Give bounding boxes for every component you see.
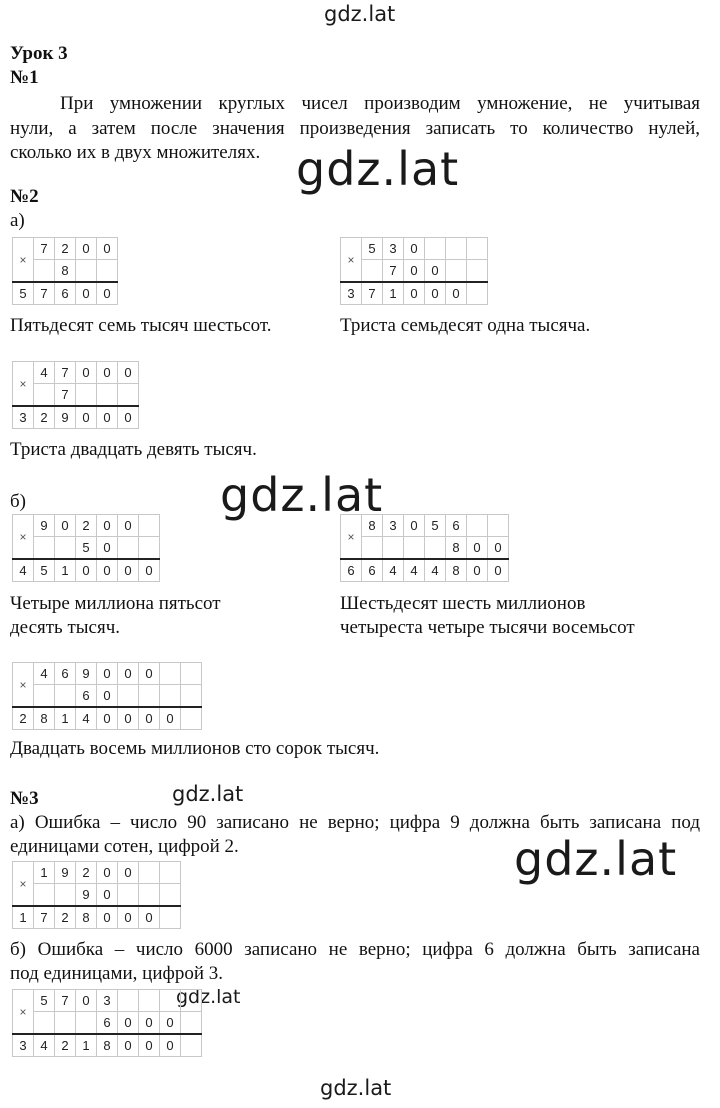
digit-cell: 0 [97,685,118,708]
answer-caption: Триста двадцать девять тысяч. [10,439,257,460]
digit-cell [55,1012,76,1035]
multiply-sign: × [13,862,34,907]
digit-cell [118,384,139,407]
multiply-sign: × [13,362,34,407]
digit-cell: 0 [404,238,425,260]
multiplication-table [12,861,181,929]
digit-cell [76,260,97,283]
digit-cell [488,515,509,537]
digit-cell: 0 [404,260,425,283]
digit-cell: 2 [55,1034,76,1057]
digit-cell: 2 [76,862,97,884]
digit-cell [55,884,76,907]
digit-cell: 7 [55,384,76,407]
multiplication-table [340,514,509,582]
watermark-small: gdz.lat [176,986,241,1008]
digit-cell [118,685,139,708]
task3-heading: №3 [10,788,39,809]
digit-cell: 0 [76,406,97,429]
answer-caption: Шестьдесят шесть миллионов [340,593,586,614]
digit-cell: 1 [34,862,55,884]
digit-cell: 6 [97,1012,118,1035]
digit-cell: 7 [383,260,404,283]
digit-cell [362,537,383,560]
digit-cell: 0 [97,238,118,260]
multiply-sign: × [341,238,362,283]
digit-cell [55,537,76,560]
digit-cell: 7 [34,282,55,305]
digit-cell: 0 [139,1034,160,1057]
digit-cell: 3 [383,515,404,537]
digit-cell [467,515,488,537]
digit-cell: 0 [139,663,160,685]
digit-cell: 0 [160,1012,181,1035]
digit-cell: 6 [55,282,76,305]
digit-cell [34,384,55,407]
digit-cell: 0 [97,537,118,560]
digit-cell: 0 [404,515,425,537]
digit-cell: 4 [34,1034,55,1057]
digit-cell [76,384,97,407]
factor-row [13,362,139,384]
digit-cell: 0 [76,282,97,305]
digit-cell: 0 [467,559,488,582]
digit-cell: 5 [13,282,34,305]
digit-cell: 0 [118,707,139,730]
digit-cell [181,1012,202,1035]
digit-cell [181,990,202,1012]
watermark-large: gdz.lat [296,142,460,196]
digit-cell: 0 [97,406,118,429]
lesson-title: Урок 3 [10,43,68,64]
digit-cell: 0 [55,515,76,537]
digit-cell [139,862,160,884]
product-row [13,282,118,305]
digit-cell: 0 [139,906,160,929]
digit-cell: 5 [34,559,55,582]
digit-cell: 4 [34,362,55,384]
digit-cell [97,260,118,283]
watermark-bottom: gdz.lat [320,1076,392,1100]
digit-cell: 3 [13,406,34,429]
digit-cell: 0 [76,238,97,260]
digit-cell: 9 [76,663,97,685]
digit-cell: 9 [55,862,76,884]
digit-cell: 0 [118,663,139,685]
digit-cell: 0 [139,1012,160,1035]
factor-row [13,515,160,537]
digit-cell: 0 [76,990,97,1012]
digit-cell: 0 [118,1012,139,1035]
digit-cell: 8 [76,906,97,929]
product-row [13,559,160,582]
digit-cell: 0 [76,362,97,384]
digit-cell: 0 [118,862,139,884]
digit-cell: 0 [118,906,139,929]
digit-cell: 1 [13,906,34,929]
product-row [13,1034,202,1057]
digit-cell: 0 [118,515,139,537]
digit-cell: 4 [404,559,425,582]
factor-row [341,260,488,283]
digit-cell [425,537,446,560]
digit-cell: 8 [55,260,76,283]
digit-cell: 3 [13,1034,34,1057]
digit-cell: 0 [425,260,446,283]
part-a-label: а) [10,210,25,231]
digit-cell: 0 [118,406,139,429]
task2-heading: №2 [10,186,39,207]
digit-cell: 0 [118,559,139,582]
digit-cell [118,884,139,907]
answer-caption: Триста семьдесят одна тысяча. [340,315,591,336]
multiplication-table [12,514,160,582]
task3-a-line: а) Ошибка – число 90 записано не верно; цифра 9 должна быть записана под [10,812,700,833]
digit-cell [118,990,139,1012]
digit-cell: 7 [34,238,55,260]
digit-cell: 7 [34,906,55,929]
digit-cell [76,1012,97,1035]
digit-cell: 0 [118,1034,139,1057]
factor-row [13,537,160,560]
answer-caption: десять тысяч. [10,617,121,638]
digit-cell: 0 [425,282,446,305]
digit-cell: 9 [76,884,97,907]
digit-cell: 2 [76,515,97,537]
digit-cell [160,906,181,929]
digit-cell: 3 [383,238,404,260]
digit-cell: 1 [76,1034,97,1057]
digit-cell [139,685,160,708]
watermark-small: gdz.lat [172,782,244,806]
digit-cell: 0 [160,707,181,730]
digit-cell [425,238,446,260]
digit-cell [160,884,181,907]
multiplication-table [12,237,118,305]
digit-cell: 6 [362,559,383,582]
digit-cell: 2 [34,406,55,429]
factor-row [13,1012,202,1035]
digit-cell [139,515,160,537]
multiply-sign: × [341,515,362,560]
digit-cell: 0 [97,884,118,907]
digit-cell: 4 [13,559,34,582]
digit-cell [160,685,181,708]
digit-cell: 8 [362,515,383,537]
digit-cell: 4 [383,559,404,582]
digit-cell: 8 [34,707,55,730]
digit-cell [467,238,488,260]
digit-cell [181,1034,202,1057]
digit-cell [160,990,181,1012]
digit-cell [181,663,202,685]
watermark-large: gdz.lat [514,832,678,886]
multiplication-table [340,237,488,305]
product-row [13,906,181,929]
factor-row [341,537,509,560]
task3-b-line: под единицами, цифрой 3. [10,963,223,984]
digit-cell: 6 [446,515,467,537]
factor-row [13,884,181,907]
watermark-large: gdz.lat [220,468,384,522]
multiplication-table [12,989,202,1057]
digit-cell: 0 [97,707,118,730]
digit-cell [181,685,202,708]
digit-cell [160,862,181,884]
digit-cell: 6 [76,685,97,708]
product-row [341,282,488,305]
digit-cell: 0 [139,707,160,730]
multiply-sign: × [13,990,34,1035]
digit-cell: 0 [97,515,118,537]
multiplication-table [12,662,202,730]
factor-row [341,238,488,260]
digit-cell: 7 [55,362,76,384]
digit-cell [97,384,118,407]
digit-cell: 9 [55,406,76,429]
digit-cell: 0 [160,1034,181,1057]
digit-cell: 1 [55,707,76,730]
digit-cell [34,884,55,907]
digit-cell [139,537,160,560]
multiply-sign: × [13,515,34,560]
part-b-label: б) [10,491,26,512]
digit-cell: 6 [341,559,362,582]
digit-cell: 0 [488,537,509,560]
answer-caption: Четыре миллиона пятьсот [10,593,221,614]
factor-row [13,685,202,708]
digit-cell [467,260,488,283]
digit-cell: 0 [97,362,118,384]
digit-cell [446,260,467,283]
task1-line: нули, а затем после значения произведения записать то количество нулей, [10,118,700,139]
digit-cell: 5 [425,515,446,537]
digit-cell: 1 [55,559,76,582]
watermark-top: gdz.lat [324,2,396,26]
digit-cell: 0 [404,282,425,305]
digit-cell [34,685,55,708]
digit-cell: 2 [55,238,76,260]
digit-cell: 7 [55,990,76,1012]
digit-cell: 8 [446,559,467,582]
digit-cell [139,884,160,907]
digit-cell: 0 [139,559,160,582]
digit-cell: 5 [362,238,383,260]
digit-cell: 2 [55,906,76,929]
digit-cell [181,707,202,730]
digit-cell: 4 [76,707,97,730]
digit-cell: 8 [446,537,467,560]
digit-cell: 5 [76,537,97,560]
digit-cell [118,537,139,560]
multiply-sign: × [13,238,34,283]
answer-caption: Пятьдесят семь тысяч шестьсот. [10,315,272,336]
digit-cell: 0 [467,537,488,560]
digit-cell: 5 [34,990,55,1012]
product-row [13,707,202,730]
digit-cell: 0 [488,559,509,582]
digit-cell: 0 [97,559,118,582]
digit-cell [362,260,383,283]
digit-cell [34,537,55,560]
factor-row [13,990,202,1012]
digit-cell: 3 [341,282,362,305]
multiply-sign: × [13,663,34,708]
multiplication-table [12,361,139,429]
product-row [13,406,139,429]
task1-line: сколько их в двух множителях. [10,142,261,163]
digit-cell: 4 [34,663,55,685]
task1-line: При умножении круглых чисел производим умножение, не учитывая [60,93,700,114]
answer-caption: Двадцать восемь миллионов сто сорок тысяч. [10,738,380,759]
digit-cell: 3 [97,990,118,1012]
factor-row [13,663,202,685]
digit-cell [446,238,467,260]
digit-cell [160,663,181,685]
factor-row [13,862,181,884]
task3-a-line: единицами сотен, цифрой 2. [10,836,239,857]
digit-cell: 9 [34,515,55,537]
digit-cell [139,990,160,1012]
digit-cell: 6 [55,663,76,685]
answer-caption: четыреста четыре тысячи восемьсот [340,617,635,638]
digit-cell: 0 [97,862,118,884]
digit-cell [34,260,55,283]
digit-cell: 0 [446,282,467,305]
digit-cell [467,282,488,305]
digit-cell [55,685,76,708]
factor-row [341,515,509,537]
digit-cell: 0 [97,663,118,685]
digit-cell [34,1012,55,1035]
digit-cell: 1 [383,282,404,305]
task1-heading: №1 [10,67,39,88]
digit-cell: 0 [97,282,118,305]
digit-cell: 0 [76,559,97,582]
digit-cell [383,537,404,560]
digit-cell: 4 [425,559,446,582]
product-row [341,559,509,582]
task3-b-line: б) Ошибка – число 6000 записано не верно; цифра 6 должна быть записана [10,939,700,960]
digit-cell: 2 [13,707,34,730]
factor-row [13,238,118,260]
digit-cell: 7 [362,282,383,305]
digit-cell [404,537,425,560]
digit-cell: 8 [97,1034,118,1057]
digit-cell: 0 [97,906,118,929]
digit-cell: 0 [118,362,139,384]
